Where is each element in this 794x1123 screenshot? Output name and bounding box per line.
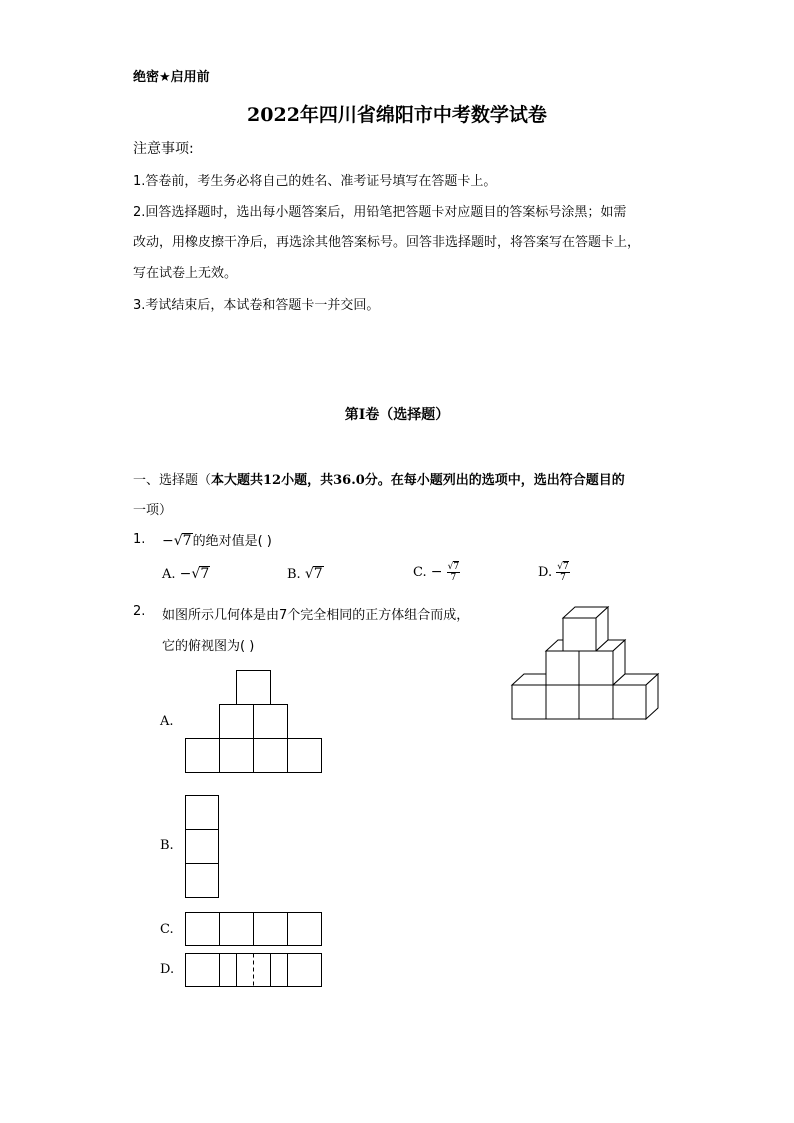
q2-option-c-figure[interactable] — [185, 912, 323, 948]
part-one-bold: 本大题共12小题，共36.0分。在每小题列出的选项中，选出符合题目的 — [211, 473, 625, 488]
q2-solid-figure — [510, 604, 662, 724]
q1-stem: −√7的绝对值是( ) — [162, 533, 272, 549]
q1-option-c-minus: − — [430, 564, 443, 580]
notice-item-1: 1.答卷前，考生务必将自己的姓名、准考证号填写在答题卡上。 — [133, 174, 497, 189]
q2-stem-line-2: 它的俯视图为( ) — [162, 639, 255, 654]
q1-option-d[interactable] — [538, 562, 570, 583]
q2-option-d-figure[interactable] — [185, 953, 323, 989]
q1-option-c[interactable] — [413, 562, 460, 583]
notice-item-3: 3.考试结束后，本试卷和答题卡一并交回。 — [133, 298, 380, 313]
confidential-label: 绝密★启用前 — [133, 70, 210, 85]
section-title: 第I卷（选择题） — [344, 407, 450, 423]
q1-option-b[interactable]: B. √7 — [287, 566, 323, 582]
q1-option-c-fraction: $\frac{√7}{7}$ — [447, 562, 460, 583]
q1-option-d-label: D. — [538, 565, 553, 580]
q2-option-b-figure[interactable] — [185, 795, 221, 899]
part-one-instructions — [133, 466, 625, 526]
q1-option-a-minus: − — [179, 566, 192, 582]
q2-stem-line-1: 如图所示几何体是由7个完全相同的正方体组合而成， — [162, 608, 470, 623]
q2-option-a-label[interactable]: A. — [160, 714, 174, 729]
q1-number: 1. — [133, 532, 146, 547]
notice-item-2-line-2: 改动，用橡皮擦干净后，再选涂其他答案标号。回答非选择题时，将答案写在答题卡上， — [133, 235, 641, 250]
q2-option-a-figure[interactable] — [185, 670, 323, 774]
page-title: 2022年四川省绵阳市中考数学试卷 — [247, 104, 547, 126]
q1-option-a-radicand: 7 — [200, 566, 210, 582]
q1-minus: − — [162, 533, 174, 549]
q1-radicand: 7 — [182, 533, 192, 549]
q2-option-c-label[interactable]: C. — [160, 922, 174, 937]
q1-option-c-label: C. — [413, 565, 427, 580]
notice-item-2-line-1: 2.回答选择题时，选出每小题答案后，用铅笔把答题卡对应题目的答案标号涂黑；如需 — [133, 205, 627, 220]
q1-option-b-radicand: 7 — [313, 566, 323, 582]
q1-text: 的绝对值是( ) — [192, 534, 272, 549]
q2-option-b-label[interactable]: B. — [160, 838, 174, 853]
q1-option-d-fraction: $\frac{√7}{7}$ — [557, 562, 569, 583]
part-one-line-2: 一项） — [133, 503, 173, 518]
q2-number: 2. — [133, 604, 146, 619]
q1-option-a[interactable]: A. −√7 — [162, 566, 210, 582]
q1-option-b-label: B. — [287, 567, 301, 582]
q1-option-a-label: A. — [162, 567, 176, 582]
q2-option-d-label[interactable]: D. — [160, 962, 175, 977]
part-one-prefix: 一、选择题（ — [133, 473, 212, 488]
notice-heading: 注意事项: — [133, 141, 194, 157]
notice-item-2-line-3: 写在试卷上无效。 — [133, 266, 238, 281]
